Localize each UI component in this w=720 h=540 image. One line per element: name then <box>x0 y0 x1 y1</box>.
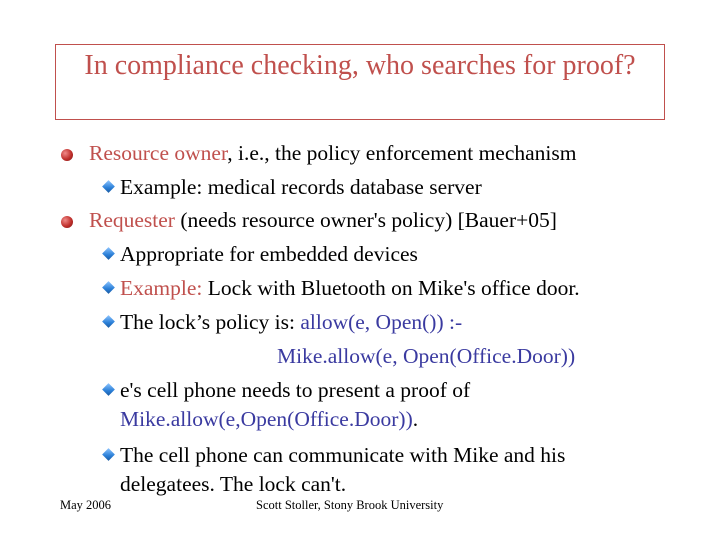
bullet-diamond-icon <box>102 448 115 461</box>
bullet-medical-example: Example: medical records database server <box>120 175 482 199</box>
lock-policy-rule-head: allow(e, Open()) :- <box>300 310 463 334</box>
resource-owner-term: Resource owner <box>89 141 228 165</box>
example-label: Example: <box>120 276 203 300</box>
footer-date: May 2006 <box>60 498 112 512</box>
requester-text: (needs resource owner's policy) [Bauer+05] <box>174 208 557 232</box>
lock-example-text: Lock with Bluetooth on Mike's office door. <box>202 276 580 300</box>
bullet-diamond-icon <box>102 281 115 294</box>
lock-policy-text: The lock’s policy is: <box>120 310 301 334</box>
bullet-requester <box>89 207 557 233</box>
bullet-round-icon <box>61 216 73 228</box>
slide-title: In compliance checking, who searches for proof? <box>84 50 636 81</box>
proof-goal: Mike.allow(e,Open(Office.Door)) <box>120 407 413 431</box>
bullet-diamond-icon <box>102 247 115 260</box>
bullet-cell-phone-proof: e's cell phone needs to present a proof of <box>120 378 471 402</box>
bullet-cell-phone-communicate: The cell phone can communicate with Mike and his <box>120 443 566 467</box>
requester-term: Requester <box>89 208 175 232</box>
bullet-lock-example <box>120 275 580 301</box>
bullet-resource-owner <box>89 140 577 166</box>
footer-author: Scott Stoller, Stony Brook University <box>256 498 444 512</box>
bullet-lock-policy <box>120 309 462 335</box>
lock-policy-rule-body: Mike.allow(e, Open(Office.Door)) <box>277 344 576 368</box>
bullet-diamond-icon <box>102 315 115 328</box>
resource-owner-text: , i.e., the policy enforcement mechanism <box>227 141 577 165</box>
bullet-diamond-icon <box>102 383 115 396</box>
bullet-round-icon <box>61 149 73 161</box>
proof-goal-line <box>120 406 418 432</box>
bullet-embedded-devices: Appropriate for embedded devices <box>120 242 418 266</box>
delegatees-line: delegatees. The lock can't. <box>120 472 347 496</box>
bullet-diamond-icon <box>102 180 115 193</box>
proof-goal-period: . <box>412 407 419 431</box>
